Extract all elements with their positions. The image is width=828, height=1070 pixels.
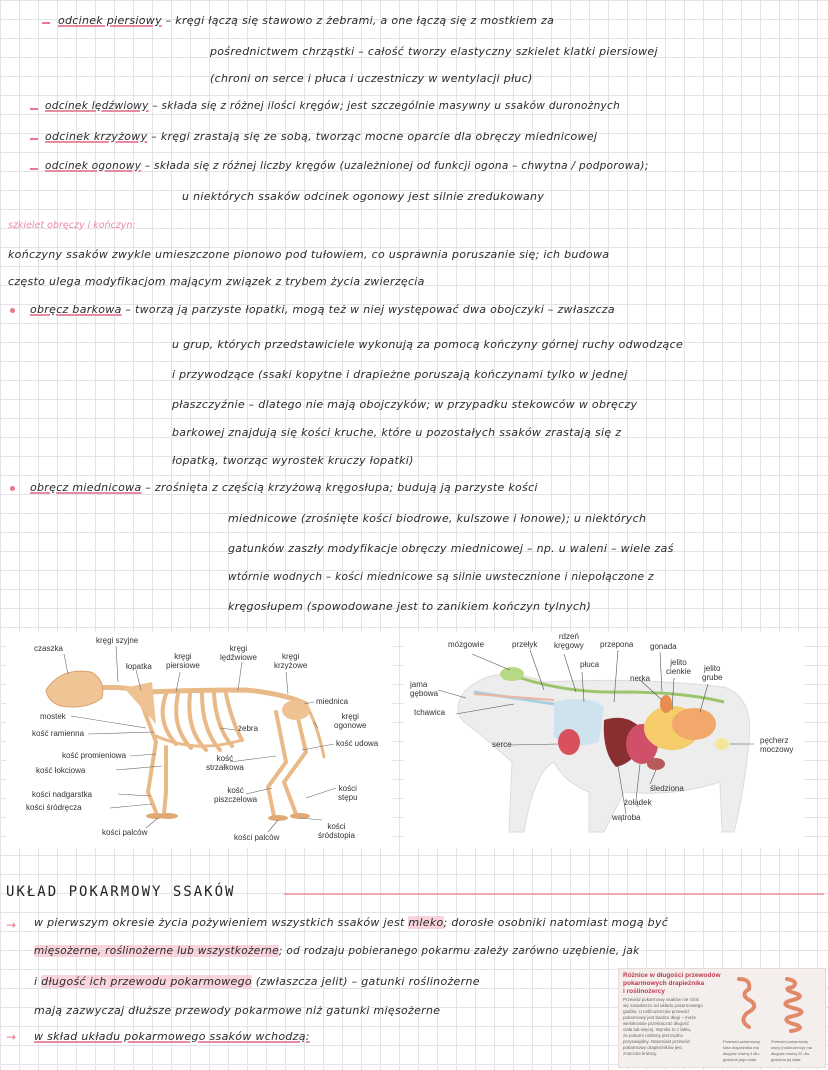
label-kregi-szyjne: kręgi szyjne — [96, 636, 139, 645]
text-line: pośrednictwem chrząstki – całość tworzy elastyczny szkielet klatki piersiowej — [210, 45, 658, 58]
label-przepona: przepona — [600, 640, 634, 649]
label-sledziona: śledziona — [650, 784, 684, 793]
label-przelyk: przełyk — [512, 640, 538, 649]
info-inset — [618, 968, 826, 1068]
text-line: często ulega modyfikacjom mającym związek z trybem życia zwierzęcia — [8, 275, 425, 288]
text-line: gatunków zaszły modyfikacje obręczy miednicowej – np. u waleni – wiele zaś — [228, 542, 674, 555]
arrow-icon: → — [6, 918, 17, 932]
label-miednica: miednica — [316, 697, 349, 706]
label-kosc-piszczelowa: kość piszczelowa — [214, 786, 258, 804]
label-kosc-strzalkowa: kość strzałkowa — [206, 754, 244, 772]
text-line: u niektórych ssaków odcinek ogonowy jest silnie zredukowany — [182, 190, 545, 203]
text-line: płaszczyźnie – dlatego nie mają obojczyków; w przypadku stekowców w obręczy — [172, 398, 638, 411]
label-zoladek: żołądek — [624, 798, 652, 807]
text-line: kręgosłupem (spowodowane jest to zanikiem kończyn tylnych) — [228, 600, 592, 613]
label-kosci-srodstopia: kości śródstopia — [318, 822, 355, 840]
label-jelito-grube: jelito grube — [702, 664, 723, 682]
title-underline — [284, 893, 824, 895]
text-line: (chroni on serce i płuca i uczestniczy w wentylacji płuc) — [210, 72, 533, 85]
label-kregi-ledzwiowe: kręgi lędźwiowe — [220, 644, 257, 662]
label-kosci-nadgarstka: kości nadgarstka — [32, 790, 93, 799]
text-line: łopatką, tworząc wyrostek kruczy łopatki) — [172, 454, 414, 467]
label-gonada: gonada — [650, 642, 677, 651]
text-line: obręcz miednicowa – zrośnięta z częścią krzyżową kręgosłupa; budują ją parzyste kości — [30, 481, 538, 494]
text-line: mięsożerne, roślinożerne lub wszystkożerne; od rodzaju pobieranego pokarmu zależy zarówno uzębienie, jak — [34, 945, 640, 957]
label-rdzen-kregowy: rdzeń kręgowy — [554, 632, 584, 650]
label-kosci-palcow: kości palców — [234, 833, 280, 842]
label-kosc-lokciowa: kość łokciowa — [36, 766, 86, 775]
label-serce: serce — [492, 740, 512, 749]
bullet-dash — [30, 108, 38, 110]
bullet-dash — [30, 168, 38, 170]
label-jelito-cienkie: jelito cienkie — [666, 658, 691, 676]
text-line: odcinek piersiowy – kręgi łączą się stawowo z żebrami, a one łączą się z mostkiem za — [58, 14, 555, 27]
organ-figure — [404, 632, 804, 848]
text-line: u grup, których przedstawiciele wykonują za pomocą kończyny górnej ruchy odwodzące — [172, 338, 684, 351]
bullet-dash — [42, 22, 50, 24]
bullet-dash — [30, 138, 38, 140]
label-mozgowie: mózgowie — [448, 640, 485, 649]
skeleton-figure — [6, 632, 392, 848]
label-kosci-srodrecza: kości śródręcza — [26, 803, 82, 812]
label-nerka: nerka — [630, 674, 651, 683]
label-zebra: żebra — [238, 724, 259, 733]
text-line: kończyny ssaków zwykle umieszczone pionowo pod tułowiem, co usprawnia poruszanie się; ich budowa — [8, 248, 610, 261]
text-line: i długość ich przewodu pokarmowego (zwłaszcza jelit) – gatunki roślinożerne — [34, 975, 480, 988]
label-watroba: wątroba — [612, 813, 641, 822]
label-kosci-palcow: kości palców — [102, 828, 148, 837]
intestine-illustration — [729, 975, 819, 1033]
label-tchawica: tchawica — [414, 708, 446, 717]
label-kosc-udowa: kość udowa — [336, 739, 379, 748]
section-heading: szkielet obręczy i kończyn: — [8, 220, 136, 231]
label-kosc-promieniowa: kość promieniowa — [62, 751, 127, 760]
text-line: obręcz barkowa – tworzą ją parzyste łopatki, mogą też w niej występować dwa obojczyki – zwłaszcza — [30, 303, 615, 316]
label-pluca: płuca — [580, 660, 600, 669]
label-kregi-piersiowe: kręgi piersiowe — [166, 652, 200, 670]
inset-body: Przewód pokarmowy ssaków nie różni się zasadniczo od układu pokarmowego gadów. U roślinożerców przewód pokarmowy jest bardzo długi – może wielokrotnie przekraczać długość ciała lub więcej. Wynika to z faktu, że pokarm roślinny jest trudno przyswajalny. Natomiast przewód pokarmowy drapieżników jest znacznie krótszy. — [623, 997, 703, 1056]
bullet-dot — [10, 308, 15, 313]
label-jama-gebowa: jama gębowa — [410, 680, 439, 698]
text-line: miednicowe (zrośnięte kości biodrowe, kulszowe i łonowe); u niektórych — [228, 512, 647, 525]
text-line: w skład układu pokarmowego ssaków wchodzą: — [34, 1030, 310, 1043]
label-kosci-stepu: kości stępu — [338, 784, 358, 802]
text-line: i przywodzące (ssaki kopytne i drapieżne poruszają kończynami tylko w jednej — [172, 368, 628, 381]
label-kregi-ogonowe: kręgi ogonowe — [334, 712, 367, 730]
text-line: w pierwszym okresie życia pożywieniem wszystkich ssaków jest mleko; dorosłe osobniki natomiast mogą być — [34, 916, 669, 929]
label-czaszka: czaszka — [34, 644, 63, 653]
label-lopatka: łopatka — [126, 662, 152, 671]
label-pecherz-moczowy: pęcherz moczowy — [760, 736, 794, 754]
text-line: mają zazwyczaj dłuższe przewody pokarmowe niż gatunki mięsożerne — [34, 1004, 441, 1017]
inset-title: Różnice w długości przewodów pokarmowych drapieżnika i roślinożercy — [623, 972, 721, 995]
organ-drawing — [404, 632, 804, 848]
text-line: odcinek krzyżowy – kręgi zrastają się ze sobą, tworząc mocne oparcie dla obręczy miednicowej — [45, 130, 598, 143]
text-line: odcinek lędźwiowy – składa się z różnej ilości kręgów; jest szczególnie masywny u ssaków duronożnych — [45, 100, 621, 112]
label-kosc-ramienna: kość ramienna — [32, 729, 85, 738]
bullet-dot — [10, 486, 15, 491]
inset-caption-sheep: Przewód pokarmowy owcy (roślinożercy) ma długość równą 22 dłu- gościom jej ciała. — [771, 1039, 812, 1062]
inset-caption-cat: Przewód pokarmowy kota drapieżnika ma długość równą 4 dłu- gościom jego ciała. — [723, 1039, 761, 1062]
label-mostek: mostek — [40, 712, 66, 721]
arrow-icon: → — [6, 1030, 17, 1044]
section-title: UKŁAD POKARMOWY SSAKÓW — [6, 884, 236, 900]
text-line: odcinek ogonowy – składa się z różnej liczby kręgów (uzależnionej od funkcji ogona – chwytna / podporowa); — [45, 160, 649, 172]
label-kregi-krzyzowe: kręgi krzyżowe — [274, 652, 308, 670]
text-line: wtórnie wodnych – kości miednicowe są silnie uwstecznione i niepołączone z — [228, 571, 654, 583]
text-line: barkowej znajdują się kości kruche, które u pozostałych ssaków zrastają się z — [172, 426, 622, 439]
